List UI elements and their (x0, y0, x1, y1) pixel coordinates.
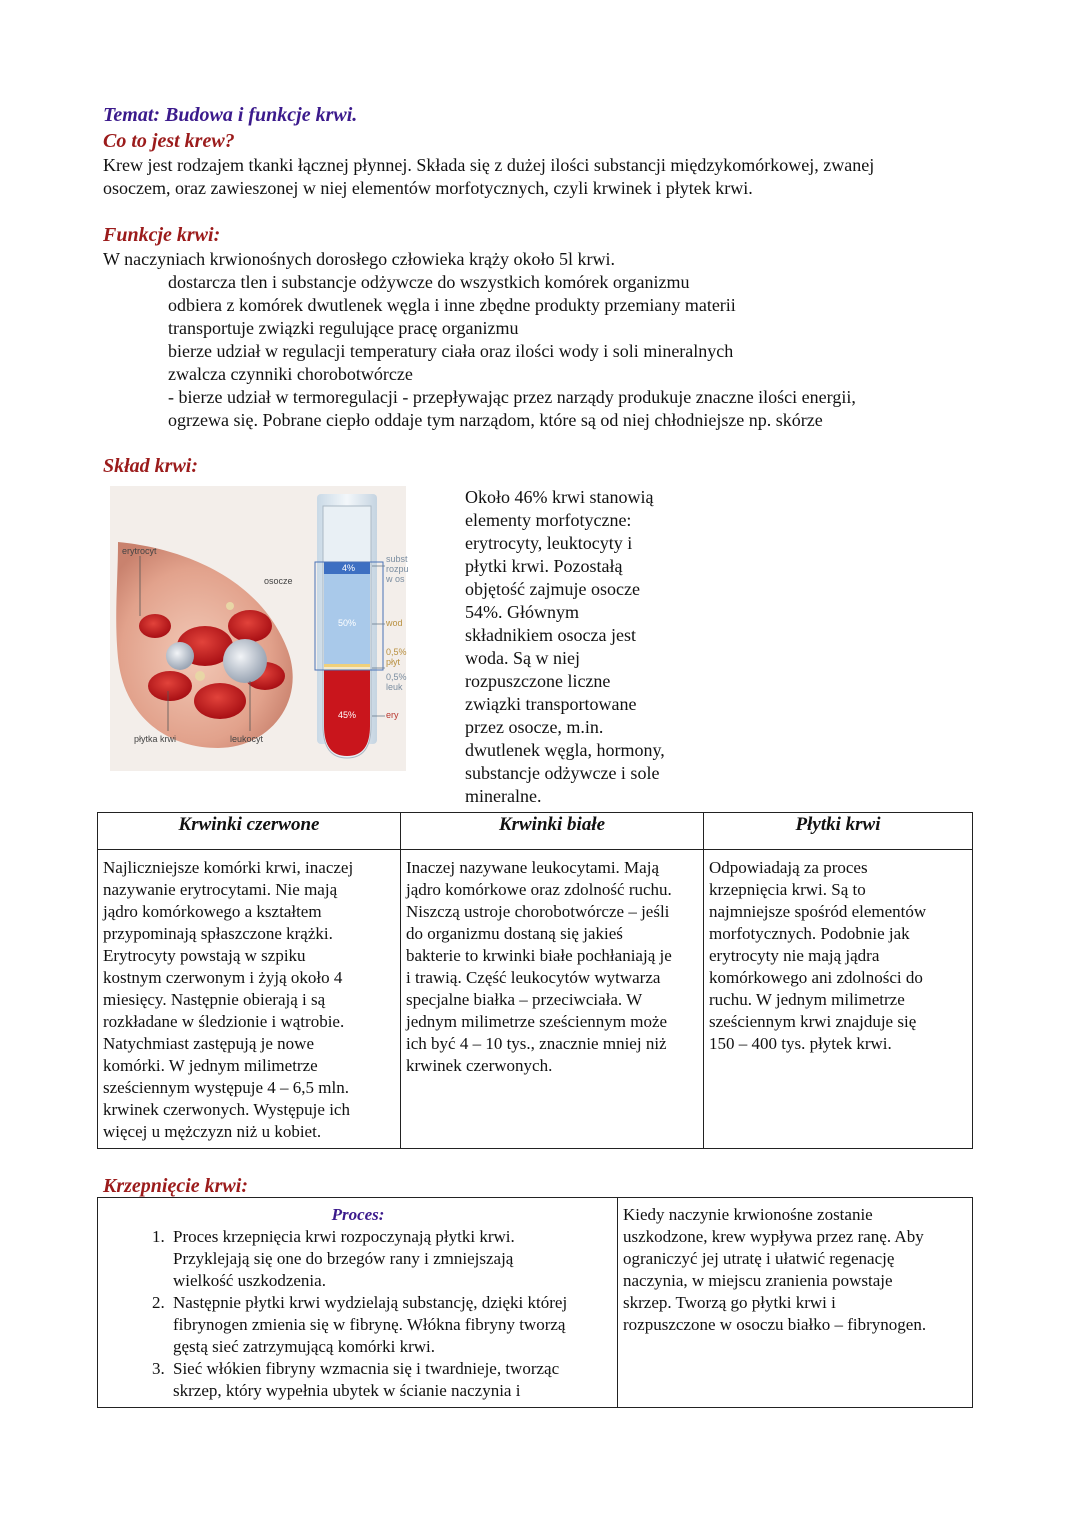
composition-line: rozpuszczone liczne (465, 671, 611, 691)
figure-label: leukocyt (230, 734, 264, 744)
function-item: dostarcza tlen i substancje odżywcze do wszystkich komórek organizmu (168, 272, 690, 292)
figure-label: 0,5% (386, 672, 407, 682)
table-cell-process (98, 1198, 618, 1408)
composition-line: elementy morfotyczne: (465, 510, 632, 530)
section-heading-clotting: Krzepnięcie krwi: (103, 1175, 248, 1197)
composition-text (465, 486, 705, 808)
composition-line: mineralne. (465, 786, 542, 806)
composition-line: Około 46% krwi stanowią (465, 487, 654, 507)
composition-line: związki transportowane (465, 694, 637, 714)
table-cell-clot-description: Kiedy naczynie krwionośne zostanie uszkodzone, krew wypływa przez ranę. Aby ograniczyć jej utratę i ułatwić regenację naczynia, w miejscu zranienia powstaje skrzep. Tworzą go płytki krwi i rozpuszczone w osoczu białko – fibrynogen. (618, 1198, 973, 1408)
section-heading-functions: Funkcje krwi: (103, 224, 221, 246)
composition-line: woda. Są w niej (465, 648, 580, 668)
process-steps (103, 1226, 613, 1402)
figure-label: subst (386, 554, 408, 564)
composition-line: objętość zajmuje osocze (465, 579, 640, 599)
list-item: 2. Następnie płytki krwi wydzielają substancję, dzięki której fibrynogen zmienia się w fibrynę. Włókna fibryny tworzą gęstą sieć zatrzymującą komórki krwi. (169, 1292, 613, 1358)
figure-label: ery (386, 710, 399, 720)
figure-label: 4% (342, 563, 356, 573)
clotting-table (97, 1197, 973, 1408)
figure-label: 50% (338, 618, 357, 628)
composition-line: substancje odżywcze i sole (465, 763, 660, 783)
table-cell-red-cells: Najliczniejsze komórki krwi, inaczej nazywanie erytrocytami. Nie mają jądro komórkowego a kształtem przypominają spłaszczone krążki. Erytrocyty powstają w szpiku kostnym czerwonym i żyją około 4 miesięcy. Następnie obierają i są rozkładane w śledzionie i wątrobie. Natychmiast zastępują je nowe komórki. W jednym milimetrze sześciennym występuje 4 – 6,5 mln. krwinek czerwonych. Występuje ich więcej u mężczyzn niż u kobiet. (98, 850, 401, 1149)
figure-label: w os (386, 574, 405, 584)
function-item: bierze udział w regulacji temperatury ciała oraz ilości wody i soli mineralnych (168, 341, 734, 361)
blood-composition-figure (110, 486, 409, 771)
function-item: - bierze udział w termoregulacji - przepływając przez narządy produkuje znaczne ilości energii, (168, 387, 856, 407)
functions-intro: W naczyniach krwionośnych dorosłego człowieka krąży około 5l krwi. (103, 249, 616, 269)
figure-label: płyt (386, 657, 401, 667)
composition-line: 54%. Głównym (465, 602, 579, 622)
figure-label: płytka krwi (134, 734, 177, 744)
figure-label: wod (386, 618, 403, 628)
composition-line: przez osocze, m.in. (465, 717, 604, 737)
table-cell-white-cells: Inaczej nazywane leukocytami. Mają jądro komórkowe oraz zdolność ruchu. Niszczą ustroje chorobotwórcze – jeśli do organizmu dostaną się jakieś bakterie to krwinki białe pochłaniają je i trawią. Część leukocytów wytwarza specjalne białka – przeciwciała. W jednym milimetrze sześciennym może ich być 4 – 10 tys., znacznie mniej niż krwinek czerwonych. (401, 850, 704, 1149)
table-cell-platelets: Odpowiadają za proces krzepnięcia krwi. Są to najmniejsze spośród elementów morfotycznych. Podobnie jak erytrocyty nie mają jądra komórkowego ani zdolności do ruchu. W jednym milimetrze sześciennym krwi znajduje się 150 – 400 tys. płytek krwi. (704, 850, 973, 1149)
composition-line: płytki krwi. Pozostałą (465, 556, 623, 576)
figure-label: erytrocyt (122, 546, 157, 556)
table-header: Krwinki białe (401, 813, 704, 850)
figure-label: osocze (264, 576, 293, 586)
blood-cells-table (97, 812, 973, 1149)
function-item: zwalcza czynniki chorobotwórcze (168, 364, 413, 384)
table-header: Krwinki czerwone (98, 813, 401, 850)
blood-drop-illustration (110, 486, 406, 771)
composition-line: erytrocyty, leuktocyty i (465, 533, 633, 553)
function-item: odbiera z komórek dwutlenek węgla i inne zbędne produkty przemiany materii (168, 295, 736, 315)
section-heading-what-is-blood: Co to jest krew? (103, 130, 235, 152)
function-item: transportuje związki regulujące pracę organizmu (168, 318, 519, 338)
figure-label: leuk (386, 682, 403, 692)
composition-line: dwutlenek węgla, hormony, (465, 740, 665, 760)
process-title: Proces: (331, 1205, 385, 1224)
list-item: 1. Proces krzepnięcia krwi rozpoczynają płytki krwi. Przyklejają się one do brzegów rany i zmniejszają wielkość uszkodzenia. (169, 1226, 613, 1292)
section-heading-composition: Skład krwi: (103, 455, 199, 477)
composition-line: składnikiem osocza jest (465, 625, 636, 645)
paragraph-line: Krew jest rodzajem tkanki łącznej płynnej. Składa się z dużej ilości substancji międzykomórkowej, zwanej (103, 155, 875, 175)
figure-label: rozpu (386, 564, 409, 574)
figure-label: 0,5% (386, 647, 407, 657)
figure-label: 45% (338, 710, 357, 720)
table-header: Płytki krwi (704, 813, 973, 850)
page-title: Temat: Budowa i funkcje krwi. (103, 104, 358, 126)
paragraph-line: osoczem, oraz zawieszonej w niej elementów morfotycznych, czyli krwinek i płytek krwi. (103, 178, 753, 198)
function-item: ogrzewa się. Pobrane ciepło oddaje tym narządom, które są od niej chłodniejsze np. skórze (168, 410, 823, 430)
list-item: 3. Sieć włókien fibryny wzmacnia się i twardnieje, tworząc skrzep, który wypełnia ubytek w ścianie naczynia i (169, 1358, 613, 1402)
